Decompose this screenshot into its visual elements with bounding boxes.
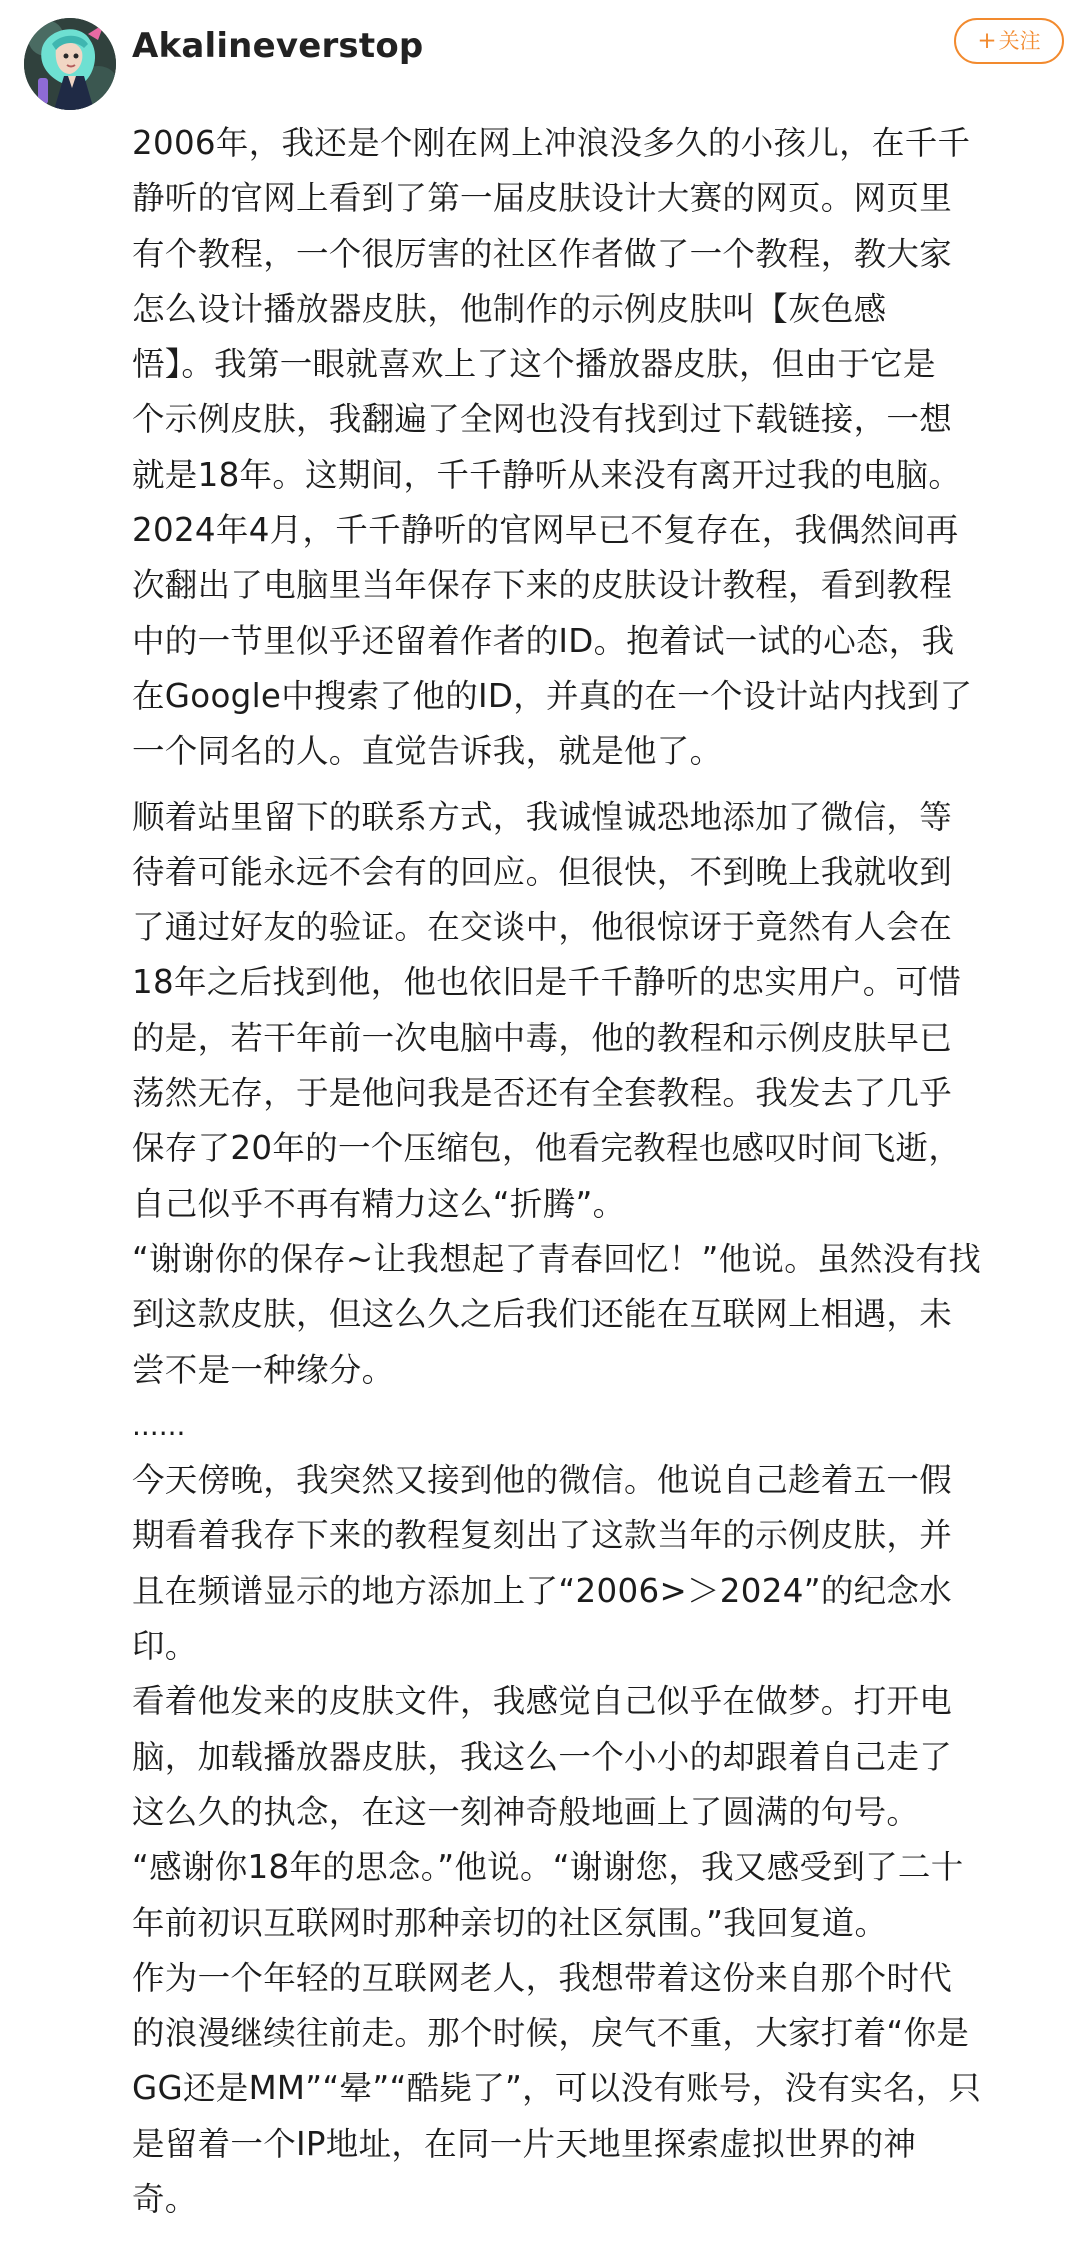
post-paragraph-6: “感谢你18年的思念。”他说。“谢谢您，我又感受到了二十 年前初识互联网时那种亲切的社区氛围。”我回复道。	[132, 1848, 964, 1942]
post-paragraph-2: 顺着站里留下的联系方式，我诚惶诚恐地添加了微信，等 待着可能永远不会有的回应。但很快，不到晚上我就收到 了通过好友的验证。在交谈中，他很惊讶于竟然有人会在 18年之后找到他，他也依旧是千千静听的忠实用户。可惜 的是，若干年前一次电脑中毒，他的教程和示例皮肤早已 荡然无存，于是他问我是否还有全套教程。我发去了几乎 保存了20年的一个压缩包，他看完教程也感叹时间飞逝， 自己似乎不再有精力这么“折腾”。	[132, 797, 962, 1223]
post-ellipsis: ......	[132, 1408, 186, 1442]
post-paragraph-3: “谢谢你的保存~让我想起了青春回忆！”他说。虽然没有找 到这款皮肤，但这么久之后我们还能在互联网上相遇，未 尝不是一种缘分。	[132, 1239, 982, 1389]
avatar[interactable]	[24, 18, 116, 110]
post-paragraph-1: 2006年，我还是个刚在网上冲浪没多久的小孩儿，在千千 静听的官网上看到了第一届皮肤设计大赛的网页。网页里 有个教程，一个很厉害的社区作者做了一个教程，教大家 怎么设计播放器皮肤，他制作的示例皮肤叫【灰色感 悟】。我第一眼就喜欢上了这个播放器皮肤，但由于它是 个示例皮肤，我翻遍了全网也没有找到过下载链接，一想 就是18年。这期间，千千静听从来没有离开过我的电脑。 2024年4月，千千静听的官网早已不复存在，我偶然间再 次翻出了电脑里当年保存下来的皮肤设计教程，看到教程 中的一节里似乎还留着作者的ID。抱着试一试的心态，我 在Google中搜索了他的ID，并真的在一个设计站内找到了 一个同名的人。直觉告诉我，就是他了。	[132, 124, 973, 771]
author-name[interactable]: Akalineverstop	[132, 26, 424, 66]
post-body	[132, 116, 1062, 2227]
post-paragraph-4: 今天傍晚，我突然又接到他的微信。他说自己趁着五一假 期看着我存下来的教程复刻出了这款当年的示例皮肤，并 且在频谱显示的地方添加上了“2006>＞2024”的纪念水 印。	[132, 1461, 953, 1666]
post-paragraph-7: 作为一个年轻的互联网老人，我想带着这份来自那个时代 的浪漫继续往前走。那个时候，戾气不重，大家打着“你是 GG还是MM”“晕”“酷毙了”，可以没有账号，没有实名，只 是留着一个IP地址，在同一片天地里探索虚拟世界的神 奇。	[132, 1958, 982, 2218]
follow-label: 关注	[998, 29, 1041, 53]
character-avatar-icon	[24, 18, 116, 110]
post-paragraph-5: 看着他发来的皮肤文件，我感觉自己似乎在做梦。打开电 脑，加载播放器皮肤，我这么一个小小的却跟着自己走了 这么久的执念，在这一刻神奇般地画上了圆满的句号。	[132, 1682, 953, 1831]
post-header	[0, 0, 1080, 120]
follow-button[interactable]	[954, 18, 1064, 64]
plus-icon: +	[977, 28, 997, 54]
